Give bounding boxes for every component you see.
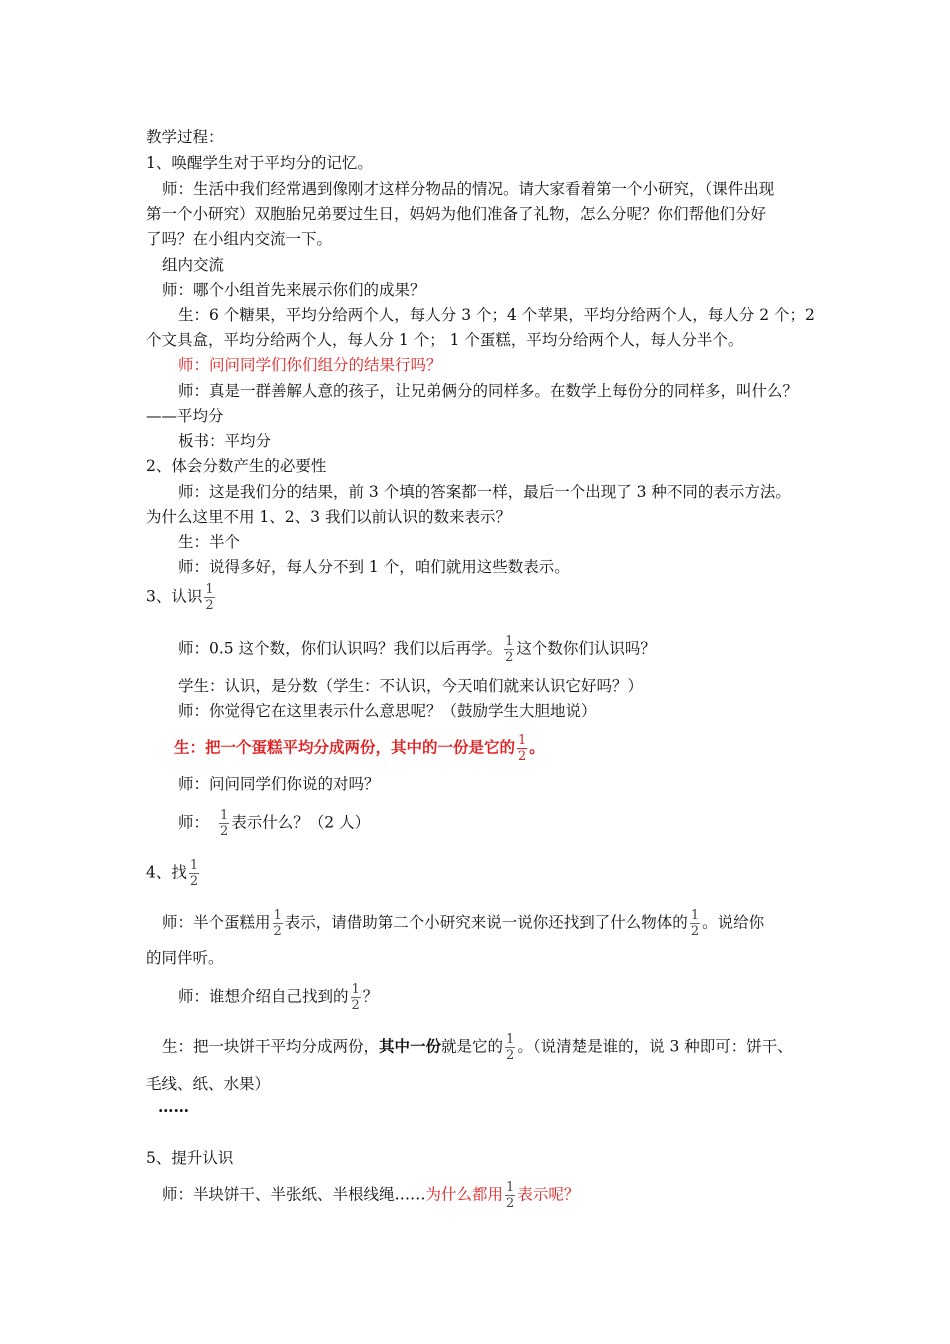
paragraph-line: 的同伴听。 xyxy=(146,949,224,967)
paragraph-line: 生：半个 xyxy=(178,533,241,551)
bold-phrase: 其中一份 xyxy=(379,1036,442,1056)
fraction-one-half: $\frac{1}{2}$ xyxy=(273,908,282,939)
section-3-title xyxy=(146,582,217,613)
heading-teaching-process: 教学过程： xyxy=(146,128,224,146)
ellipsis-line: …… xyxy=(158,1097,189,1116)
paragraph-line: 个文具盒，平均分给两个人，每人分 1 个； 1 个蛋糕，平均分给两个人，每人分半个。 xyxy=(146,331,744,349)
section-4-title xyxy=(146,858,201,889)
fraction-one-half: $\frac{1}{2}$ xyxy=(189,858,199,889)
paragraph-line: 板书：平均分 xyxy=(178,432,272,450)
paragraph-line: 组内交流 xyxy=(162,256,225,274)
paragraph-line: 师：0.5 这个数，你们认识吗？我们以后再学。 $\frac{1}{2}$ 这个数你们认识吗？ xyxy=(178,634,656,665)
paragraph-line: 师：半块饼干、半张纸、半根线绳……为什么都用 $\frac{1}{2}$ 表示呢？ xyxy=(162,1180,580,1211)
paragraph-line: 学生：认识，是分数（学生：不认识，今天咱们就来认识它好吗？） xyxy=(178,677,644,695)
section-5-title: 5、提升认识 xyxy=(146,1149,234,1167)
paragraph-line: 师：说得多好，每人分不到 1 个，咱们就用这些数表示。 xyxy=(178,558,570,576)
paragraph-line: ——平均分 xyxy=(146,407,224,425)
section-3-label: 3、认识 xyxy=(146,587,203,606)
paragraph-line: 第一个小研究）双胞胎兄弟要过生日，妈妈为他们准备了礼物，怎么分呢？你们帮他们分好 xyxy=(146,205,767,223)
paragraph-line: 生：把一块饼干平均分成两份，其中一份就是它的 $\frac{1}{2}$ 。（说清楚是谁的，说 3 种即可：饼干、 xyxy=(162,1032,793,1063)
paragraph-line: 师：哪个小组首先来展示你们的成果？ xyxy=(162,281,426,299)
paragraph-line-red: 师：问问同学们你们组分的结果行吗？ xyxy=(178,356,442,374)
section-1-title: 1、唤醒学生对于平均分的记忆。 xyxy=(146,154,373,172)
fraction-one-half: $\frac{1}{2}$ xyxy=(505,634,514,665)
fraction-one-half: $\frac{1}{2}$ xyxy=(220,808,229,839)
paragraph-line: 师： $\frac{1}{2}$ 表示什么？（2 人） xyxy=(178,808,371,839)
paragraph-line: 师：生活中我们经常遇到像刚才这样分物品的情况。请大家看着第一个小研究，（课件出现 xyxy=(162,180,775,198)
paragraph-line: 师：半个蛋糕用 $\frac{1}{2}$ 表示，请借助第二个小研究来说一说你还找到了什么物体的 $\frac{1}{2}$ 。说给你 xyxy=(162,908,765,939)
paragraph-line: 师：谁想介绍自己找到的 $\frac{1}{2}$ ？ xyxy=(178,982,379,1013)
paragraph-line: 师：这是我们分的结果，前 3 个填的答案都一样，最后一个出现了 3 种不同的表示方法。 xyxy=(178,483,791,501)
fraction-one-half: $\frac{1}{2}$ xyxy=(506,1180,515,1211)
section-2-title: 2、体会分数产生的必要性 xyxy=(146,457,327,475)
paragraph-line: 师：你觉得它在这里表示什么意思呢？（鼓励学生大胆地说） xyxy=(178,702,597,720)
paragraph-line: 师：问问同学们你说的对吗？ xyxy=(178,775,380,793)
paragraph-line: 为什么这里不用 1、2、3 我们以前认识的数来表示？ xyxy=(146,508,511,526)
paragraph-line-red-bold: 生：把一个蛋糕平均分成两份，其中的一份是它的 $\frac{1}{2}$ 。 xyxy=(174,733,545,764)
fraction-one-half: $\frac{1}{2}$ xyxy=(506,1032,515,1063)
paragraph-line: 了吗？在小组内交流一下。 xyxy=(146,230,333,248)
paragraph-line: 师：真是一群善解人意的孩子，让兄弟俩分的同样多。在数学上每份分的同样多，叫什么？ xyxy=(178,382,799,400)
fraction-one-half: $\frac{1}{2}$ xyxy=(690,908,700,939)
paragraph-line: 生：6 个糖果，平均分给两个人，每人分 3 个；4 个苹果，平均分给两个人，每人分 2 个；2 xyxy=(178,306,815,324)
section-4-label: 4、找 xyxy=(146,863,187,882)
paragraph-line: 毛线、纸、水果） xyxy=(146,1075,271,1093)
fraction-one-half: $\frac{1}{2}$ xyxy=(205,582,214,613)
fraction-one-half: $\frac{1}{2}$ xyxy=(518,733,527,764)
fraction-one-half: $\frac{1}{2}$ xyxy=(351,982,360,1013)
